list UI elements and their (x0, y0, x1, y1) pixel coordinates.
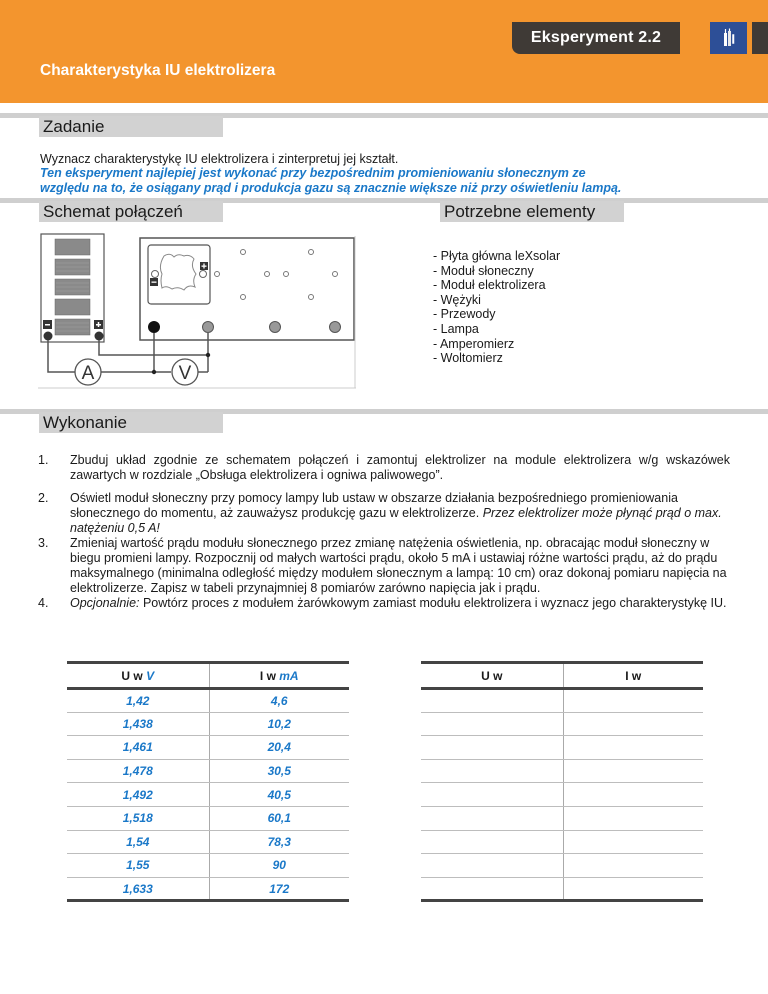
table-row: 1,438 10,2 (67, 712, 349, 736)
task-note-line1: Ten eksperyment najlepiej jest wykonać przy bezpośrednim promieniowaniu słonecznym ze (40, 166, 586, 180)
input-cell[interactable] (563, 712, 703, 736)
fuel-cell-icon (710, 22, 747, 54)
list-item: - Lampa (433, 321, 479, 336)
table-row: 1,518 60,1 (67, 806, 349, 830)
list-item: - Przewody (433, 307, 496, 322)
input-cell[interactable] (421, 806, 563, 830)
input-cell[interactable] (563, 689, 703, 713)
required-items-list (433, 249, 560, 366)
list-item: - Woltomierz (433, 351, 503, 366)
input-cell[interactable] (563, 877, 703, 901)
section-heading-schematic: Schemat połączeń (39, 201, 223, 222)
list-item: - Moduł elektrolizera (433, 278, 546, 293)
table-row (421, 783, 703, 807)
input-cell[interactable] (563, 806, 703, 830)
column-header-voltage: U w (421, 663, 563, 689)
table-row (421, 877, 703, 901)
table-row (421, 806, 703, 830)
task-text: Wyznacz charakterystykę IU elektrolizera i zinterpretuj jej kształt. (40, 152, 399, 166)
table-row: 1,461 20,4 (67, 736, 349, 760)
input-cell[interactable] (421, 712, 563, 736)
table-row (421, 712, 703, 736)
column-header-voltage: U w V (67, 663, 209, 689)
circuit-diagram (38, 232, 356, 392)
page-title: Charakterystyka IU elektrolizera (40, 62, 276, 79)
input-cell[interactable] (421, 877, 563, 901)
input-cell[interactable] (421, 854, 563, 878)
procedure-step: 4. Opcjonalnie: Powtórz proces z modułem żarówkowym zamiast modułu elektrolizera i wyznacz jego charakterystykę IU. (38, 596, 727, 610)
experiment-label: Eksperyment 2.2 (512, 22, 680, 54)
table-row: 1,492 40,5 (67, 783, 349, 807)
header-tab-tail (752, 22, 768, 54)
table-row: 1,54 78,3 (67, 830, 349, 854)
table-row (421, 759, 703, 783)
procedure-step: 2. Oświetl moduł słoneczny przy pomocy lampy lub ustaw w obszarze działania bezpośredniego promieniowania słonecznego do momentu, aż zauważysz produkcję gazu w elektrolizerze. Przez elektrolizer może płynąć prąd o max. natężeniu 0,5 A! (38, 491, 722, 535)
table-row: 1,633 172 (67, 877, 349, 901)
procedure-steps (38, 453, 730, 611)
input-cell[interactable] (421, 689, 563, 713)
voltmeter-label: V (178, 363, 192, 384)
input-cell[interactable] (421, 830, 563, 854)
procedure-step: 3. Zmieniaj wartość prądu modułu słonecznego przez zmianę natężenia oświetlenia, np. obracając moduł słoneczny w biegu promieni lampy. Rozpocznij od małych wartości prądu, około 5 mA i ustawiaj różne wartości prądu, aż do prądu maksymalnego (minimalna odległość między modułem słonecznym a lampą: 10 cm) oraz dokonaj pomiaru napięcia na elektrolizerze. Zapisz w tabeli przynajmniej 8 pomiarów zarówno napięcia jak i prądu. (38, 536, 727, 595)
input-cell[interactable] (563, 830, 703, 854)
section-heading-task: Zadanie (39, 116, 223, 137)
table-row (421, 736, 703, 760)
list-item: - Wężyki (433, 292, 481, 307)
table-row: 1,55 90 (67, 854, 349, 878)
section-heading-procedure: Wykonanie (39, 412, 223, 433)
input-cell[interactable] (421, 736, 563, 760)
task-note-line2: względu na to, że osiągany prąd i produkcja gazu są znacznie większe niż przy oświetleniu lampą. (40, 181, 622, 195)
list-item: - Płyta główna leXsolar (433, 249, 561, 263)
measurement-table (67, 661, 349, 902)
procedure-step: 1. Zbuduj układ zgodnie ze schematem połączeń i zamontuj elektrolizer na module elektrolizera w/g wskazówek zawartych w rozdziale „Obsługa elektrolizera i ogniwa paliwowego”. (38, 453, 730, 482)
column-header-current: I w (563, 663, 703, 689)
input-cell[interactable] (421, 759, 563, 783)
section-heading-required: Potrzebne elementy (440, 201, 624, 222)
column-header-current: I w mA (209, 663, 349, 689)
input-cell[interactable] (421, 783, 563, 807)
table-row: 1,42 4,6 (67, 689, 349, 713)
input-cell[interactable] (563, 759, 703, 783)
input-cell[interactable] (563, 736, 703, 760)
input-cell[interactable] (563, 783, 703, 807)
table-row: 1,478 30,5 (67, 759, 349, 783)
empty-measurement-table (421, 661, 703, 902)
list-item: - Moduł słoneczny (433, 263, 534, 278)
input-cell[interactable] (563, 854, 703, 878)
table-row (421, 854, 703, 878)
table-row (421, 830, 703, 854)
ammeter-label: A (81, 363, 95, 384)
list-item: - Amperomierz (433, 336, 515, 351)
warning-text: Przez elektrolizer może płynąć prąd o max. natężeniu 0,5 A! (70, 506, 722, 535)
table-row (421, 689, 703, 713)
